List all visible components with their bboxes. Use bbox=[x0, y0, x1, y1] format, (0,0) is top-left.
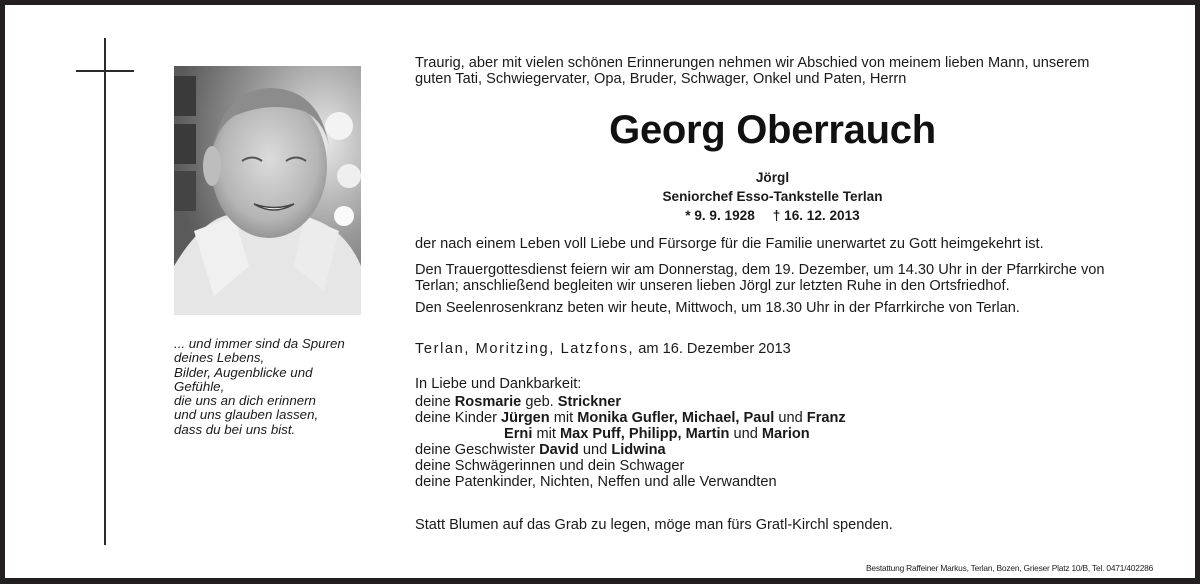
poem-line: Bilder, Augenblicke und bbox=[174, 364, 313, 380]
poem-line: ... und immer sind da Spuren bbox=[174, 336, 345, 351]
mourner-wife: deine Rosmarie geb. Strickner bbox=[415, 394, 622, 410]
deceased-details bbox=[415, 168, 1130, 225]
rosary-info: Den Seelenrosenkranz beten wir heute, Mittwoch, um 18.30 Uhr in der Pfarrkirche von Terlan. bbox=[415, 300, 1020, 316]
mourner-children-cont: Erni mit Max Puff, Philipp, Martin und Marion bbox=[504, 426, 810, 442]
date: am 16. Dezember 2013 bbox=[634, 341, 791, 357]
poem-line: deines Lebens, bbox=[174, 350, 265, 366]
cross-icon bbox=[104, 38, 106, 545]
donation-note: Statt Blumen auf das Grab zu legen, möge man fürs Gratl-Kirchl spenden. bbox=[415, 517, 893, 533]
life-dates bbox=[415, 206, 1130, 225]
obituary-notice bbox=[5, 5, 1195, 578]
cross-icon-crossbar bbox=[76, 70, 134, 72]
intro-text: Traurig, aber mit vielen schönen Erinnerungen nehmen wir Abschied von meinem lieben Mann, unserem guten Tati, Schwiegervater, Opa, Bruder, Schwager, Onkel und Paten, Herrn bbox=[415, 55, 1090, 87]
return-to-god-line: der nach einem Leben voll Liebe und Fürsorge für die Familie unerwartet zu Gott heimgekehrt ist. bbox=[415, 236, 1044, 252]
mourner-children: deine Kinder Jürgen mit Monika Gufler, Michael, Paul und Franz bbox=[415, 410, 846, 426]
death-date: † 16. 12. 2013 bbox=[772, 208, 860, 223]
poem-line: und uns glauben lassen, bbox=[174, 407, 319, 423]
portrait-photo bbox=[174, 66, 361, 315]
poem-line: die uns an dich erinnern bbox=[174, 393, 316, 409]
mourners-heading: In Liebe und Dankbarkeit: bbox=[415, 376, 582, 392]
mourner-others: deine Patenkinder, Nichten, Neffen und alle Verwandten bbox=[415, 474, 777, 490]
funeral-service-info: Den Trauergottesdienst feiern wir am Donnerstag, dem 19. Dezember, um 14.30 Uhr in der Pfarrkirche von Terlan; anschließend begleiten wir unseren lieben Jörgl zur letzten Ruhe in den Ortsfriedhof. bbox=[415, 262, 1105, 294]
places: Terlan, Moritzing, Latzfons, bbox=[415, 341, 635, 357]
mourner-siblings: deine Geschwister David und Lidwina bbox=[415, 442, 666, 458]
place-and-date bbox=[415, 341, 791, 357]
mourners-list bbox=[415, 376, 846, 490]
poem-line: Gefühle, bbox=[174, 378, 225, 394]
deceased-name: Georg Oberrauch bbox=[609, 108, 936, 152]
mourner-inlaws: deine Schwägerinnen und dein Schwager bbox=[415, 458, 685, 474]
occupation: Seniorchef Esso-Tankstelle Terlan bbox=[662, 189, 883, 204]
memorial-poem bbox=[174, 337, 374, 437]
poem-line: dass du bei uns bist. bbox=[174, 421, 296, 437]
funeral-home-credit: Bestattung Raffeiner Markus, Terlan, Bozen, Grieser Platz 10/B, Tel. 0471/402286 bbox=[866, 563, 1154, 573]
nickname: Jörgl bbox=[755, 170, 790, 185]
birth-date: * 9. 9. 1928 bbox=[685, 208, 755, 223]
